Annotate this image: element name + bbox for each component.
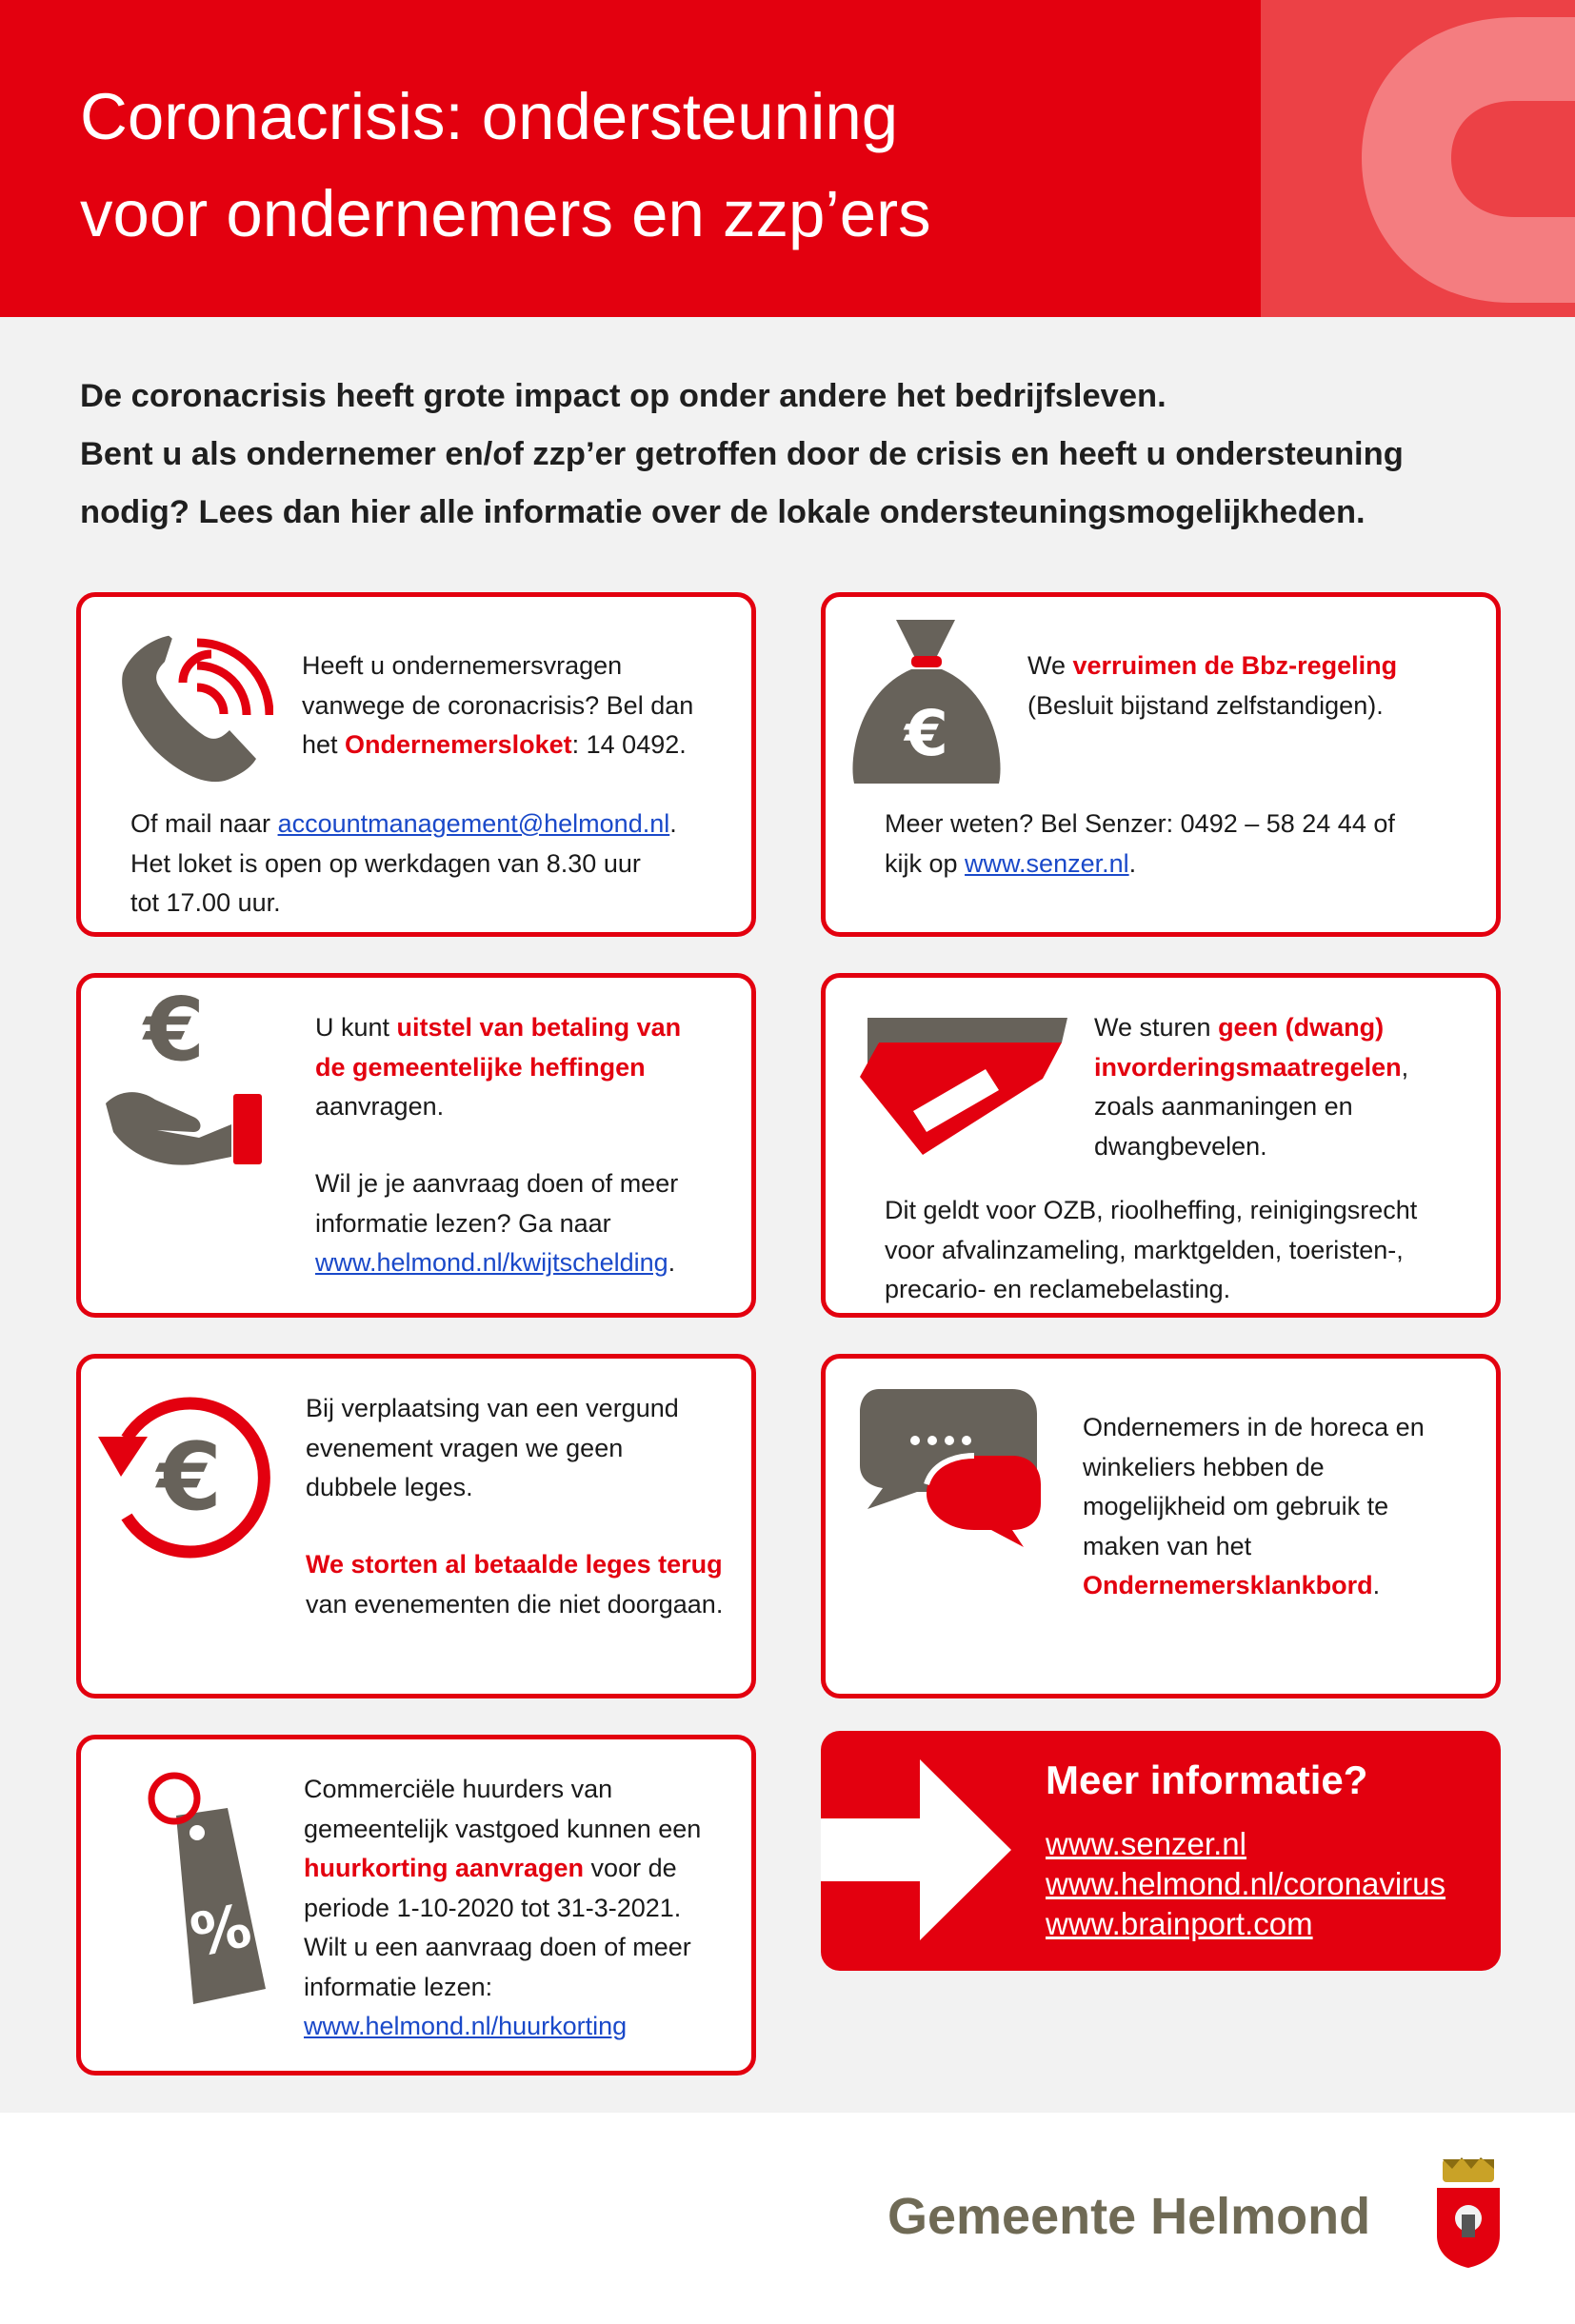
card-text: Ondernemers in de horeca en	[1083, 1413, 1425, 1441]
card-text: kijk op www.senzer.nl.	[885, 848, 1137, 878]
kwijtschelding-link[interactable]: www.helmond.nl/kwijtschelding	[315, 1248, 668, 1277]
card-text	[304, 2007, 701, 2047]
link-senzer[interactable]: www.senzer.nl	[1046, 1826, 1246, 1861]
brand-name: Gemeente Helmond	[887, 2188, 1371, 2245]
card-text: Wilt u een aanvraag doen of meer	[304, 1933, 691, 1961]
card-text: Bij verplaatsing van een vergund	[306, 1394, 679, 1422]
card-text: mogelijkheid om gebruik te	[1083, 1492, 1389, 1520]
card-huurkorting	[76, 1735, 756, 2076]
card-text: We verruimen de Bbz-regeling	[1027, 651, 1398, 680]
helmond-g-logo	[1261, 0, 1575, 317]
card-bbz	[821, 592, 1501, 937]
link-brainport[interactable]: www.brainport.com	[1046, 1906, 1313, 1941]
envelope-icon	[856, 1014, 1085, 1155]
footer	[0, 2113, 1575, 2324]
svg-text:€: €	[156, 1423, 223, 1532]
card-text: Heeft u ondernemersvragen	[302, 651, 623, 680]
svg-text:€: €	[905, 697, 948, 770]
arrow-right-icon	[821, 1759, 1030, 1940]
card-text: tot 17.00 uur.	[130, 888, 281, 917]
card-text: informatie lezen? Ga naar	[315, 1208, 611, 1238]
more-info-title: Meer informatie?	[1046, 1758, 1368, 1802]
header-banner	[0, 0, 1575, 317]
card-text: winkeliers hebben de	[1083, 1452, 1325, 1481]
card-klankbord	[821, 1354, 1501, 1698]
card-text: periode 1-10-2020 tot 31-3-2021.	[304, 1893, 682, 1922]
card-text: de gemeentelijke heffingen	[315, 1052, 646, 1082]
card-leges	[76, 1354, 756, 1698]
card-invordering	[821, 973, 1501, 1318]
discount-tag-icon	[134, 1764, 277, 2021]
card-text: het Ondernemersloket: 14 0492.	[302, 730, 687, 759]
card-text: U kunt uitstel van betaling van	[315, 1013, 682, 1042]
phone-icon	[102, 616, 273, 787]
link-helmond-coronavirus[interactable]: www.helmond.nl/coronavirus	[1046, 1866, 1446, 1901]
svg-text:%: %	[184, 1890, 257, 1971]
card-text: zoals aanmaningen en	[1094, 1092, 1353, 1121]
card-text: maken van het	[1083, 1531, 1252, 1560]
senzer-link[interactable]: www.senzer.nl	[965, 848, 1129, 878]
card-text: Dit geldt voor OZB, rioolheffing, reinigingsrecht	[885, 1196, 1418, 1224]
card-text: informatie lezen:	[304, 1972, 493, 2001]
page-title: Coronacrisis: ondersteuning voor ondernemers en zzp’ers	[80, 80, 931, 250]
card-text: We sturen geen (dwang)	[1094, 1013, 1385, 1042]
card-text: invorderingsmaatregelen,	[1094, 1052, 1409, 1082]
more-info-box	[821, 1731, 1501, 1971]
card-text: huurkorting aanvragen voor de	[304, 1854, 677, 1882]
card-text: Wil je je aanvraag doen of meer	[315, 1169, 679, 1198]
card-uitstel-betaling	[76, 973, 756, 1318]
intro-text: De coronacrisis heeft grote impact op onder andere het bedrijfsleven. Bent u als ondernemer en/of zzp’er getroffen door de crisis en heeft u ondersteuning nodig? Lees dan hier alle informatie over de lokale ondersteuningsmogelijkheden.	[80, 378, 1404, 530]
euro-refund-icon	[98, 1391, 279, 1562]
card-text: dubbele leges.	[306, 1473, 473, 1501]
card-text: Of mail naar accountmanagement@helmond.nl.	[130, 809, 677, 838]
card-text: (Besluit bijstand zelfstandigen).	[1027, 690, 1384, 720]
card-text: precario- en reclamebelasting.	[885, 1275, 1231, 1303]
chat-bubbles-icon	[860, 1389, 1041, 1547]
card-text: www.helmond.nl/kwijtschelding.	[315, 1248, 676, 1277]
card-text: dwangbevelen.	[1094, 1131, 1267, 1161]
card-ondernemersloket	[76, 592, 756, 937]
card-text: aanvragen.	[315, 1092, 445, 1121]
email-link[interactable]: accountmanagement@helmond.nl	[277, 809, 670, 838]
card-text: Het loket is open op werkdagen van 8.30 uur	[130, 848, 641, 878]
more-info-links	[1046, 1824, 1445, 1944]
card-text: van evenementen die niet doorgaan.	[306, 1589, 724, 1619]
card-text: Commerciële huurders van	[304, 1775, 613, 1803]
money-bag-icon	[848, 616, 1005, 793]
hand-euro-icon	[100, 989, 296, 1170]
crest-icon	[1433, 2155, 1504, 2270]
card-text: evenement vragen we geen	[306, 1433, 624, 1462]
card-text: Ondernemersklankbord.	[1083, 1571, 1381, 1599]
huurkorting-link[interactable]: www.helmond.nl/huurkorting	[304, 2012, 628, 2040]
card-text: gemeentelijk vastgoed kunnen een	[304, 1814, 702, 1843]
card-text: vanwege de coronacrisis? Bel dan	[302, 690, 694, 720]
svg-text:€: €	[143, 989, 206, 1081]
card-text: Meer weten? Bel Senzer: 0492 – 58 24 44 of	[885, 809, 1395, 838]
card-text: We storten al betaalde leges terug	[306, 1550, 723, 1579]
card-text: voor afvalinzameling, marktgelden, toeristen-,	[885, 1235, 1404, 1264]
